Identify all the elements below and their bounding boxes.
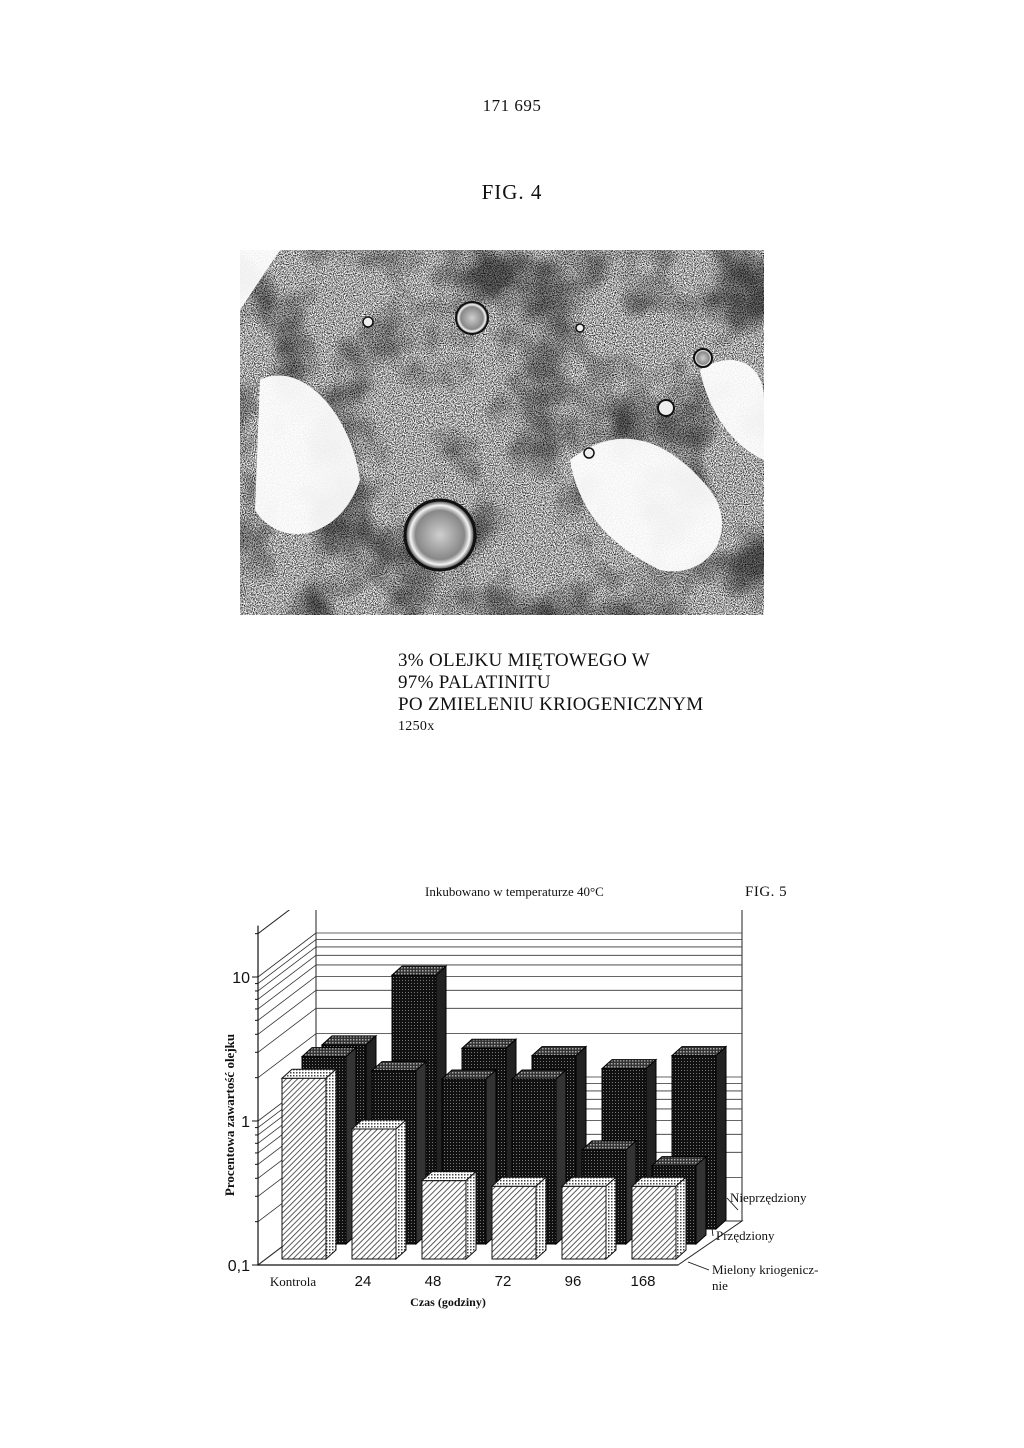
- figure-5-title: FIG. 5: [745, 884, 788, 900]
- micrograph-image: [240, 250, 764, 615]
- legend-label: nie: [712, 1278, 728, 1293]
- bar-side: [716, 1047, 726, 1229]
- caption-magnification: 1250x: [398, 719, 435, 734]
- bar-side: [326, 1069, 336, 1259]
- bar-side: [606, 1177, 616, 1259]
- bar-side: [396, 1120, 406, 1259]
- x-tick-label: Kontrola: [269, 1274, 317, 1289]
- bar-front: [562, 1186, 606, 1259]
- bar-1-series-2: [352, 1120, 406, 1259]
- bar-front: [352, 1129, 396, 1259]
- bar-chart: [200, 910, 840, 1330]
- y-tick-label: 1: [241, 1114, 250, 1131]
- x-tick-label: 48: [424, 1273, 442, 1290]
- bar-front: [632, 1186, 676, 1259]
- y-tick-label: 0,1: [227, 1258, 250, 1275]
- page-number: 171 695: [482, 96, 542, 115]
- y-tick-label: 10: [232, 970, 250, 987]
- legend-label: Przędziony: [716, 1228, 775, 1243]
- bar-side: [696, 1157, 706, 1244]
- bar-4-series-2: [562, 1177, 616, 1259]
- legend-leader: [688, 1262, 709, 1270]
- bar-side: [466, 1172, 476, 1259]
- bar-front: [422, 1181, 466, 1259]
- figure-4-caption: [398, 650, 703, 738]
- bar-front: [492, 1186, 536, 1259]
- chart-title: Inkubowano w temperaturze 40°C: [425, 884, 604, 899]
- bar-side: [676, 1177, 686, 1259]
- x-tick-label: 168: [630, 1273, 656, 1290]
- legend-label: Nieprzędziony: [730, 1190, 807, 1205]
- y-axis-label: Procentowa zawartość olejku: [222, 1033, 237, 1197]
- bar-3-series-2: [492, 1177, 546, 1259]
- caption-line-3: PO ZMIELENIU KRIOGENICZNYM: [398, 694, 704, 715]
- bar-0-series-2: [282, 1069, 336, 1259]
- legend-label: Mielony kriogenicz-: [712, 1262, 819, 1277]
- caption-line-2: 97% PALATINITU: [398, 672, 551, 693]
- bar-5-series-2: [632, 1177, 686, 1259]
- figure-4-title: FIG. 4: [481, 180, 543, 204]
- x-tick-label: 24: [354, 1273, 372, 1290]
- x-axis-label: Czas (godziny): [410, 1295, 486, 1309]
- bar-2-series-2: [422, 1172, 476, 1259]
- x-tick-label: 72: [494, 1273, 512, 1290]
- bar-front: [282, 1078, 326, 1259]
- caption-line-1: 3% OLEJKU MIĘTOWEGO W: [398, 650, 651, 671]
- bar-side: [536, 1177, 546, 1259]
- x-tick-label: 96: [564, 1273, 582, 1290]
